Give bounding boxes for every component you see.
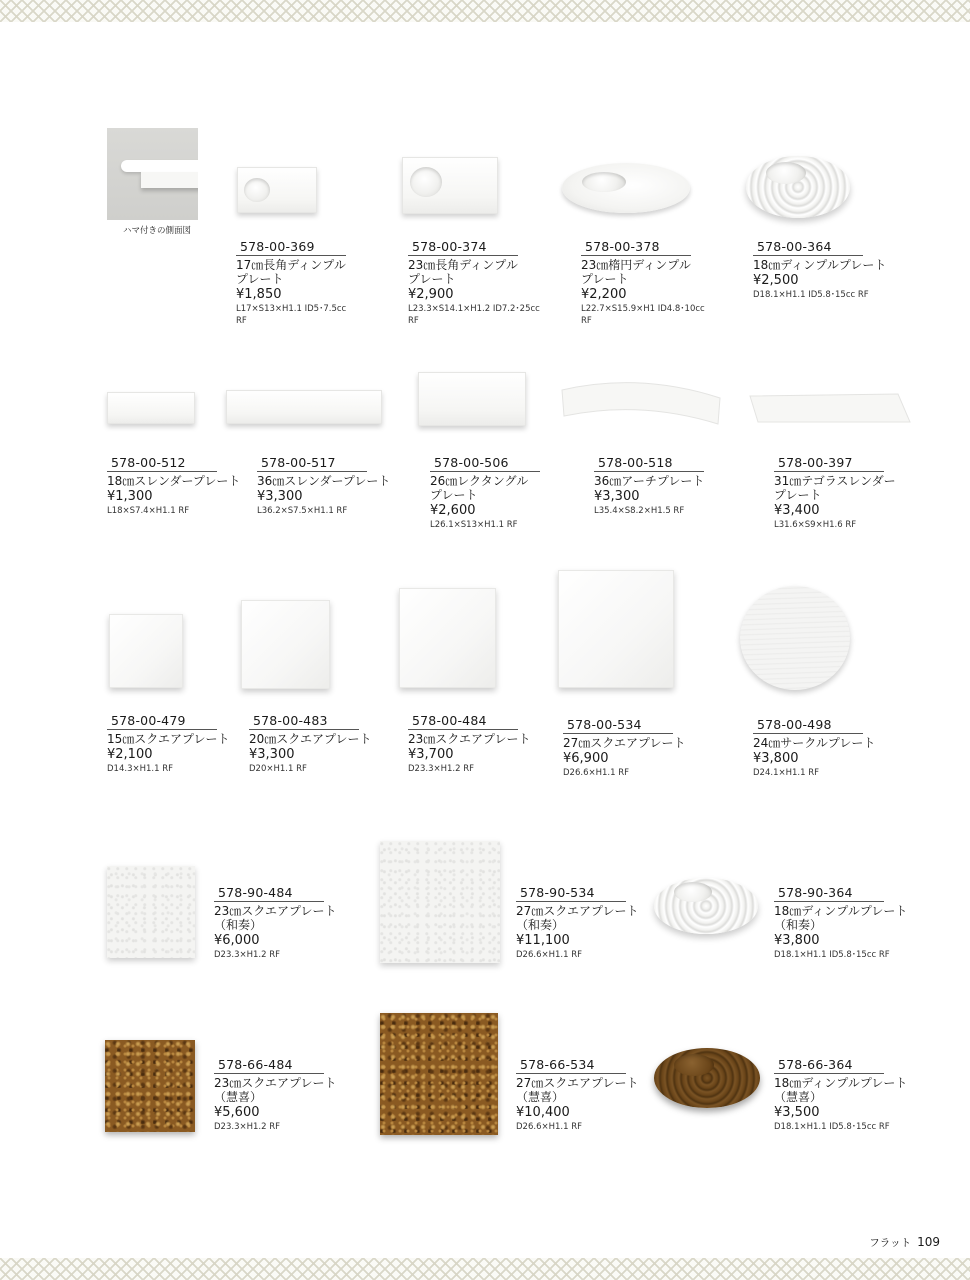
product-spec: L18×S7.4×H1.1 RF	[107, 506, 190, 516]
product-price: ¥3,400	[774, 503, 820, 518]
product-price: ¥2,200	[581, 287, 627, 302]
product-photo-66-534	[380, 1013, 498, 1135]
product-name: 20㎝スクエアプレート	[249, 732, 372, 746]
product-name: （和奏）	[516, 918, 565, 932]
product-info	[563, 714, 686, 779]
decorative-border-top	[0, 0, 970, 22]
product-info	[430, 452, 540, 531]
product-code: 578-00-534	[563, 717, 673, 734]
product-price: ¥11,100	[516, 933, 570, 948]
side-view-photo	[107, 128, 198, 220]
product-price: ¥5,600	[214, 1105, 260, 1120]
product-photo-397	[748, 390, 912, 426]
product-code: 578-00-479	[107, 713, 217, 730]
product-spec: D26.6×H1.1 RF	[516, 950, 582, 960]
product-spec: L17×S13×H1.1 ID5･7.5cc	[236, 304, 347, 314]
product-price: ¥3,800	[774, 933, 820, 948]
product-name: 31㎝テゴラスレンダー	[774, 474, 896, 488]
product-name: （慧喜）	[774, 1090, 823, 1104]
product-code: 578-00-518	[594, 455, 704, 472]
product-code: 578-00-397	[774, 455, 884, 472]
product-price: ¥6,900	[563, 751, 609, 766]
product-info	[214, 882, 337, 961]
product-spec: D23.3×H1.2 RF	[214, 1122, 280, 1132]
product-spec: D14.3×H1.1 RF	[107, 764, 173, 774]
product-info	[236, 236, 346, 327]
product-info	[581, 236, 705, 327]
product-photo-90-484	[107, 866, 195, 958]
product-name: 18㎝ディンプルプレート	[774, 1076, 908, 1090]
product-info	[774, 1054, 907, 1133]
product-info	[408, 710, 531, 775]
product-code: 578-00-484	[408, 713, 518, 730]
product-info	[516, 1054, 639, 1133]
product-photo-517	[226, 390, 382, 424]
product-spec: L23.3×S14.1×H1.2 ID7.2･25cc	[408, 304, 540, 314]
product-info	[774, 452, 896, 531]
product-spec: D26.6×H1.1 RF	[516, 1122, 582, 1132]
section-label: フラット	[869, 1237, 912, 1249]
dimple	[582, 172, 626, 192]
product-price: ¥3,300	[249, 747, 295, 762]
product-price: ¥2,900	[408, 287, 454, 302]
product-code: 578-00-517	[257, 455, 367, 472]
product-name: 15㎝スクエアプレート	[107, 732, 230, 746]
product-name: 23㎝楕円ディンプル	[581, 258, 691, 272]
product-name: 23㎝スクエアプレート	[408, 732, 531, 746]
product-name: プレート	[581, 272, 629, 286]
product-name: 18㎝ディンプルプレート	[774, 904, 908, 918]
product-photo-479	[109, 614, 183, 688]
product-spec: D18.1×H1.1 ID5.8･15cc RF	[774, 1122, 890, 1132]
product-code: 578-00-369	[236, 239, 346, 256]
product-spec: L35.4×S8.2×H1.5 RF	[594, 506, 685, 516]
product-price: ¥2,600	[430, 503, 476, 518]
product-code: 578-90-534	[516, 885, 626, 902]
product-code: 578-00-498	[753, 717, 863, 734]
product-code: 578-66-534	[516, 1057, 626, 1074]
product-spec: RF	[408, 316, 419, 326]
product-code: 578-66-484	[214, 1057, 324, 1074]
product-spec: D24.1×H1.1 RF	[753, 768, 819, 778]
product-info	[516, 882, 639, 961]
dimple	[766, 162, 806, 184]
product-price: ¥2,100	[107, 747, 153, 762]
product-info	[257, 452, 390, 517]
product-info	[408, 236, 540, 327]
product-name: 23㎝スクエアプレート	[214, 1076, 337, 1090]
product-name: 26㎝レクタングル	[430, 474, 529, 488]
product-price: ¥6,000	[214, 933, 260, 948]
product-info	[753, 714, 875, 779]
product-name: 23㎝スクエアプレート	[214, 904, 337, 918]
product-photo-498	[740, 586, 850, 690]
product-spec: L26.1×S13×H1.1 RF	[430, 520, 518, 530]
product-price: ¥3,800	[753, 751, 799, 766]
product-name: プレート	[236, 272, 284, 286]
product-name: （和奏）	[774, 918, 823, 932]
product-photo-534	[558, 570, 674, 688]
page-number: 109	[917, 1235, 940, 1249]
product-photo-506	[418, 372, 526, 426]
product-info	[753, 236, 886, 301]
product-spec: D18.1×H1.1 ID5.8･15cc RF	[774, 950, 890, 960]
product-name: 36㎝アーチプレート	[594, 474, 705, 488]
product-spec: L36.2×S7.5×H1.1 RF	[257, 506, 348, 516]
dimple	[244, 178, 270, 202]
product-info	[107, 452, 240, 517]
product-photo-518	[560, 380, 722, 430]
dimple	[674, 882, 712, 902]
product-name: プレート	[430, 488, 478, 502]
product-spec: D18.1×H1.1 ID5.8･15cc RF	[753, 290, 869, 300]
product-spec: D26.6×H1.1 RF	[563, 768, 629, 778]
product-spec: RF	[236, 316, 247, 326]
product-photo-483	[241, 600, 330, 689]
product-price: ¥3,700	[408, 747, 454, 762]
product-price: ¥3,300	[257, 489, 303, 504]
product-info	[774, 882, 907, 961]
product-name: 24㎝サークルプレート	[753, 736, 876, 750]
product-name: プレート	[774, 488, 822, 502]
product-code: 578-00-364	[753, 239, 863, 256]
product-code: 578-90-484	[214, 885, 324, 902]
product-info	[249, 710, 372, 775]
product-name: 27㎝スクエアプレート	[516, 904, 639, 918]
dimple	[674, 1054, 714, 1076]
product-photo-484	[399, 588, 496, 688]
product-photo-66-484	[105, 1040, 195, 1132]
product-info	[214, 1054, 337, 1133]
product-spec: D23.3×H1.2 RF	[408, 764, 474, 774]
product-code: 578-00-374	[408, 239, 518, 256]
product-code: 578-00-506	[430, 455, 540, 472]
product-price: ¥1,300	[107, 489, 153, 504]
product-info	[107, 710, 230, 775]
product-price: ¥3,300	[594, 489, 640, 504]
product-spec: L31.6×S9×H1.6 RF	[774, 520, 857, 530]
product-photo-512	[107, 392, 195, 424]
decorative-border-bottom	[0, 1258, 970, 1280]
product-spec: L22.7×S15.9×H1 ID4.8･10cc	[581, 304, 705, 314]
page-footer	[869, 1235, 940, 1250]
product-name: 27㎝スクエアプレート	[516, 1076, 639, 1090]
product-price: ¥1,850	[236, 287, 282, 302]
dimple	[410, 167, 442, 197]
side-view-caption: ハマ付きの側面図	[122, 226, 191, 236]
product-code: 578-66-364	[774, 1057, 884, 1074]
product-name: プレート	[408, 272, 456, 286]
product-name: （慧喜）	[516, 1090, 565, 1104]
product-name: 27㎝スクエアプレート	[563, 736, 686, 750]
product-code: 578-90-364	[774, 885, 884, 902]
product-name: 23㎝長角ディンプル	[408, 258, 518, 272]
product-name: 17㎝長角ディンプル	[236, 258, 346, 272]
product-spec: D20×H1.1 RF	[249, 764, 307, 774]
product-name: （和奏）	[214, 918, 263, 932]
product-spec: D23.3×H1.2 RF	[214, 950, 280, 960]
product-photo-90-534	[380, 841, 500, 963]
product-spec: RF	[581, 316, 592, 326]
product-price: ¥2,500	[753, 273, 799, 288]
product-name: 36㎝スレンダープレート	[257, 474, 391, 488]
product-info	[594, 452, 704, 517]
product-price: ¥3,500	[774, 1105, 820, 1120]
product-code: 578-00-512	[107, 455, 217, 472]
product-code: 578-00-378	[581, 239, 691, 256]
product-name: （慧喜）	[214, 1090, 263, 1104]
product-code: 578-00-483	[249, 713, 359, 730]
product-price: ¥10,400	[516, 1105, 570, 1120]
product-name: 18㎝スレンダープレート	[107, 474, 241, 488]
product-name: 18㎝ディンプルプレート	[753, 258, 887, 272]
product-photo-378	[562, 163, 690, 213]
